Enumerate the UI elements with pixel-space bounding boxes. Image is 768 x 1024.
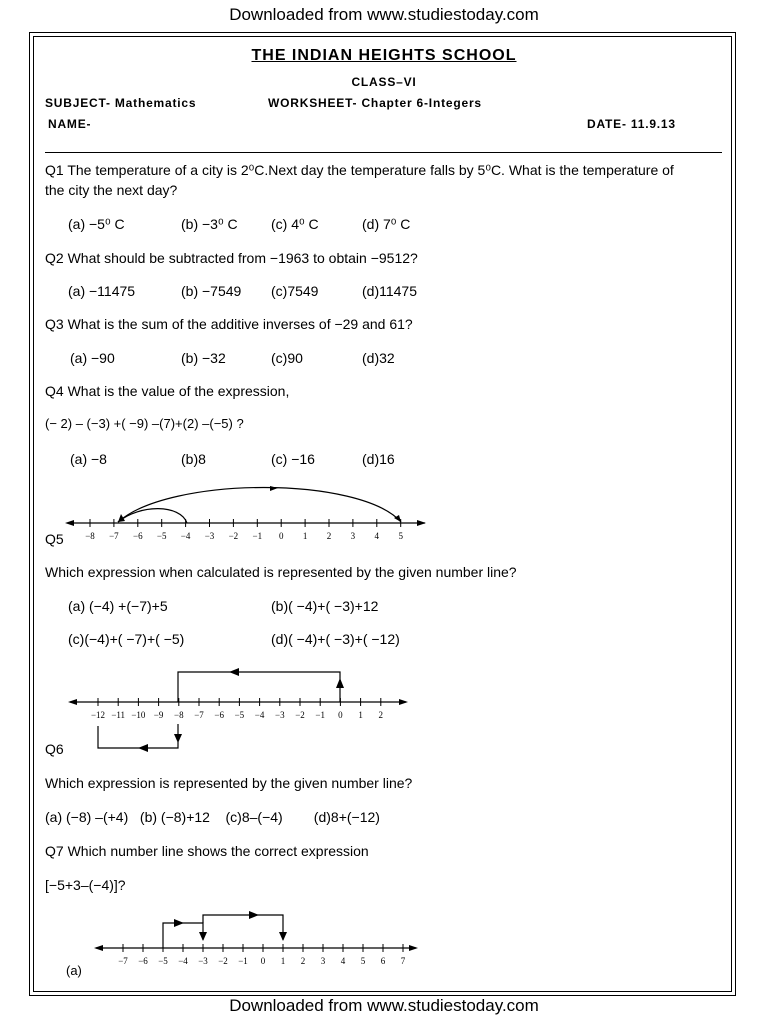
q7-option-a-label: (a) bbox=[66, 963, 82, 978]
q6-axis-arrow-right bbox=[399, 699, 408, 705]
q7-tick-label: 7 bbox=[400, 956, 406, 966]
q6-tick-label: −2 bbox=[295, 710, 305, 720]
q7-tick-label: −2 bbox=[218, 956, 228, 966]
q5-tick-label: 1 bbox=[302, 531, 308, 541]
q6-tick-label: −11 bbox=[111, 710, 126, 720]
q5-tick-label: 4 bbox=[374, 531, 380, 541]
q7-tick-label: −5 bbox=[158, 956, 168, 966]
q6-tick-label: 2 bbox=[378, 710, 384, 720]
q3-option-d: (d)32 bbox=[362, 350, 395, 366]
q1-option-d: (d) 7⁰ C bbox=[362, 216, 411, 232]
q6-number-line bbox=[64, 664, 414, 754]
q7-tick-label: 2 bbox=[300, 956, 306, 966]
q6-tick-label: −12 bbox=[90, 710, 106, 720]
q3-option-a: (a) −90 bbox=[70, 350, 115, 366]
q7-tick-label: −7 bbox=[118, 956, 128, 966]
q3-option-c: (c)90 bbox=[271, 350, 303, 366]
q6-tick-label: −7 bbox=[194, 710, 204, 720]
q7-tick-label: 4 bbox=[340, 956, 346, 966]
bottom-banner: Downloaded from www.studiestoday.com bbox=[229, 996, 539, 1015]
q6-tick-label: −10 bbox=[131, 710, 146, 720]
school-name: THE INDIAN HEIGHTS SCHOOL bbox=[251, 47, 517, 64]
q6-path-top bbox=[178, 672, 340, 702]
q5-option-d: (d)( −4)+( −3)+( −12) bbox=[271, 631, 400, 647]
q6-label: Q6 bbox=[45, 741, 64, 757]
worksheet-label: WORKSHEET- Chapter 6-Integers bbox=[268, 96, 482, 110]
q7-path-minus4 bbox=[203, 915, 283, 940]
q5-axis-arrow-left bbox=[65, 520, 74, 526]
q4-option-d: (d)16 bbox=[362, 451, 395, 467]
q7-arrow-down-1 bbox=[199, 932, 207, 941]
q5-tick-label: −7 bbox=[109, 531, 119, 541]
q2-option-c: (c)7549 bbox=[271, 283, 319, 299]
q7-expression: [−5+3–(−4)]? bbox=[45, 877, 126, 893]
q1-option-c: (c) 4⁰ C bbox=[271, 216, 319, 232]
q7-tick-label: 6 bbox=[380, 956, 386, 966]
name-label: NAME- bbox=[48, 117, 92, 131]
q6-left-arrowhead bbox=[229, 668, 239, 676]
q7-tick-label: 0 bbox=[260, 956, 266, 966]
q5-text: Which expression when calculated is represented by the given number line? bbox=[45, 564, 517, 580]
q6-tick-label: −5 bbox=[234, 710, 245, 720]
q7-arrow-right-1 bbox=[174, 919, 184, 927]
q5-arc-plus12 bbox=[118, 488, 401, 523]
q6-left2-arrowhead bbox=[138, 744, 148, 752]
q5-label: Q5 bbox=[45, 531, 64, 547]
q6-tick-label: −6 bbox=[214, 710, 224, 720]
q7-axis-arrow-right bbox=[409, 945, 418, 951]
q4-option-c: (c) −16 bbox=[271, 451, 315, 467]
q7-arrow-down-2 bbox=[279, 932, 287, 941]
q1-option-b: (b) −3⁰ C bbox=[181, 216, 238, 232]
q6-down-arrowhead bbox=[174, 734, 182, 743]
q3-text: Q3 What is the sum of the additive inverses of −29 and 61? bbox=[45, 316, 413, 332]
subject-label: SUBJECT- Mathematics bbox=[45, 96, 197, 110]
q1-line1: Q1 The temperature of a city is 2⁰C.Next day the temperature falls by 5⁰C. What is the temperature of bbox=[45, 162, 674, 178]
q6-tick-label: 1 bbox=[358, 710, 363, 720]
q5-option-b: (b)( −4)+( −3)+12 bbox=[271, 598, 379, 614]
q2-option-d: (d)11475 bbox=[362, 283, 418, 299]
q5-arc-minus3 bbox=[118, 509, 187, 523]
date-label: DATE- 11.9.13 bbox=[587, 117, 676, 131]
q7-text: Q7 Which number line shows the correct expression bbox=[45, 843, 369, 859]
q6-tick-label: −8 bbox=[174, 710, 184, 720]
q5-tick-label: −6 bbox=[133, 531, 143, 541]
q7-axis-arrow-left bbox=[94, 945, 103, 951]
q2-text: Q2 What should be subtracted from −1963 to obtain −9512? bbox=[45, 250, 418, 266]
q7-tick-label: 1 bbox=[280, 956, 286, 966]
q6-tick-label: −1 bbox=[315, 710, 325, 720]
q5-tick-label: 2 bbox=[326, 531, 332, 541]
q5-tick-label: 3 bbox=[350, 531, 356, 541]
q6-axis-arrow-left bbox=[68, 699, 77, 705]
q7-tick-label: −3 bbox=[198, 956, 208, 966]
q5-tick-label: −4 bbox=[180, 531, 191, 541]
q7-number-line-a bbox=[92, 910, 422, 972]
q6-tick-label: −9 bbox=[153, 710, 164, 720]
q5-option-a: (a) (−4) +(−7)+5 bbox=[68, 598, 168, 614]
q5-tick-label: −3 bbox=[204, 531, 215, 541]
q5-tick-label: 0 bbox=[278, 531, 284, 541]
q6-text: Which expression is represented by the given number line? bbox=[45, 775, 413, 791]
q5-tick-label: 5 bbox=[398, 531, 403, 541]
q7-tick-label: 3 bbox=[320, 956, 326, 966]
q4-option-b: (b)8 bbox=[181, 451, 206, 467]
q1-line2: the city the next day? bbox=[45, 182, 178, 198]
q3-option-b: (b) −32 bbox=[181, 350, 226, 366]
q6-options: (a) (−8) –(+4) (b) (−8)+12 (c)8–(−4) (d)8+(−12) bbox=[45, 809, 380, 825]
q7-arrow-right-2 bbox=[249, 911, 259, 919]
q2-option-a: (a) −11475 bbox=[68, 283, 136, 299]
q5-tick-label: −5 bbox=[156, 531, 167, 541]
q6-tick-label: −4 bbox=[254, 710, 265, 720]
q2-option-b: (b) −7549 bbox=[181, 283, 242, 299]
q5-arc2-arrow-mid bbox=[270, 486, 278, 491]
q5-option-c: (c)(−4)+( −7)+( −5) bbox=[68, 631, 185, 647]
q7-tick-label: −1 bbox=[238, 956, 248, 966]
q4-text: Q4 What is the value of the expression, bbox=[45, 383, 290, 399]
q6-up-arrowhead bbox=[336, 678, 344, 688]
q7-tick-label: −4 bbox=[178, 956, 188, 966]
q5-number-line bbox=[60, 476, 435, 548]
q4-expression: (− 2) – (−3) +( −9) –(7)+(2) –(−5) ? bbox=[45, 416, 244, 431]
q4-option-a: (a) −8 bbox=[70, 451, 107, 467]
q7-tick-label: 5 bbox=[360, 956, 366, 966]
q7-tick-label: −6 bbox=[138, 956, 148, 966]
q6-tick-label: −3 bbox=[275, 710, 285, 720]
q5-tick-label: −8 bbox=[85, 531, 95, 541]
class-label: CLASS–VI bbox=[351, 75, 417, 89]
q5-tick-label: −1 bbox=[252, 531, 263, 541]
q1-option-a: (a) −5⁰ C bbox=[68, 216, 125, 232]
q5-tick-label: −2 bbox=[228, 531, 239, 541]
q6-path-bottom bbox=[98, 724, 178, 748]
q6-tick-label: 0 bbox=[338, 710, 343, 720]
top-banner: Downloaded from www.studiestoday.com bbox=[229, 5, 539, 24]
header-rule bbox=[45, 152, 722, 153]
q5-axis-arrow-right bbox=[417, 520, 426, 526]
